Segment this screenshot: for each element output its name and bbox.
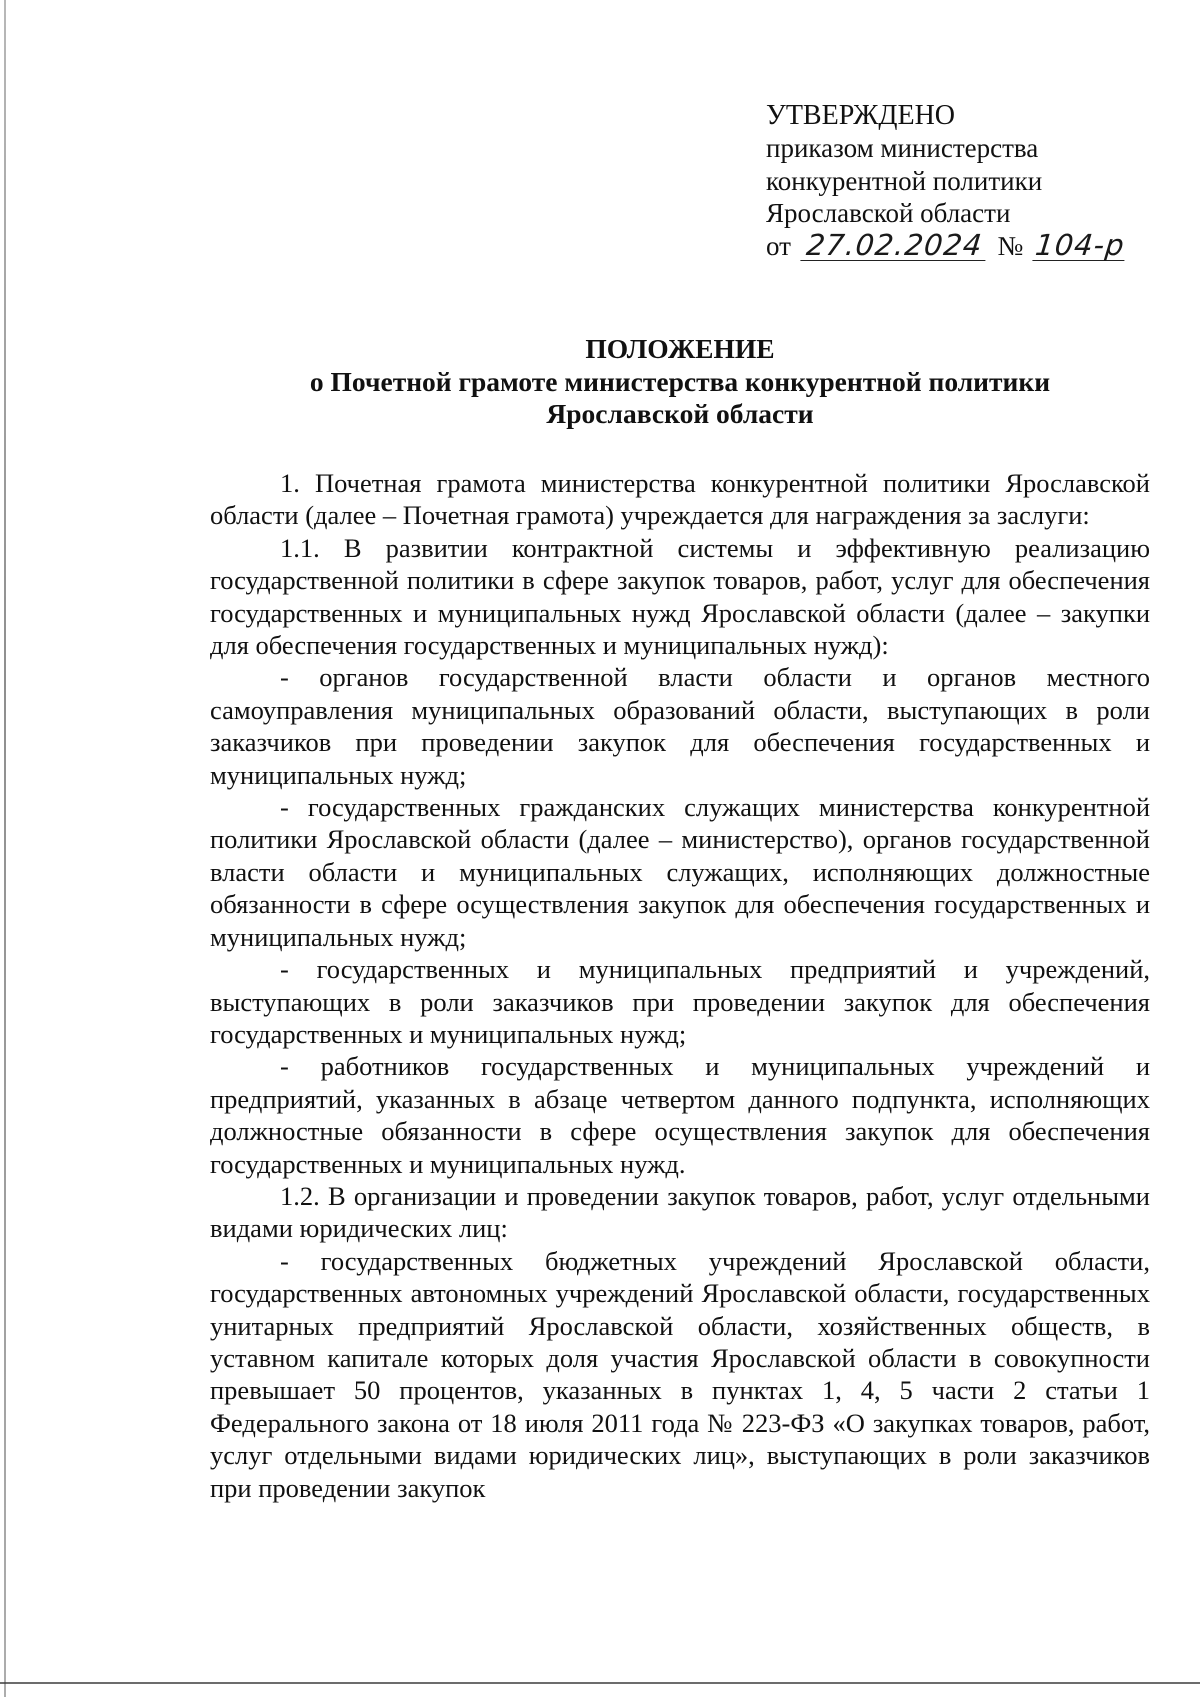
approval-line-3: Ярославской области bbox=[766, 198, 1011, 229]
document-body bbox=[210, 467, 1150, 1504]
list-item-enterprises: - государственных и муниципальных предприятий и учреждений, выступающих в роли заказчиков при проведении закупок для обеспечения государственных и муниципальных нужд; bbox=[210, 954, 1150, 1049]
paragraph-1-1: 1.1. В развитии контрактной системы и эффективную реализацию государственной политики в сфере закупок товаров, работ, услуг для обеспечения государственных и муниципальных нужд Ярославской области (далее – закупки для обеспечения государственных и муниципальных нужд): bbox=[210, 532, 1150, 661]
approval-heading: УТВЕРЖДЕНО bbox=[766, 100, 956, 131]
list-item-budget-institutions: - государственных бюджетных учреждений Ярославской области, государственных автономных учреждений Ярославской области, государственных унитарных предприятий Ярославской области, хозяйственных обществ, в уставном капитале которых доля участия Ярославской области в совокупности превышает 50 процентов, указанных в пунктах 1, 4, 5 части 2 статьи 1 Федерального закона от 18 июля 2011 года № 223-ФЗ «О закупках товаров, работ, услуг отдельными видами юридических лиц», выступающих в роли заказчиков при проведении закупок bbox=[210, 1245, 1150, 1503]
handwritten-date: 27.02.2024 bbox=[800, 230, 988, 261]
list-item-civil-servants: - государственных гражданских служащих министерства конкурентной политики Ярославской области (далее – министерство), органов государственной власти области и муниципальных служащих, исполняющих должностные обязанности в сфере осуществления закупок для обеспечения государственных и муниципальных нужд; bbox=[210, 792, 1150, 952]
approval-line-1: приказом министерства bbox=[766, 133, 1039, 164]
approval-stamp-block bbox=[766, 100, 1166, 262]
paragraph-1-2: 1.2. В организации и проведении закупок товаров, работ, услуг отдельными видами юридических лиц: bbox=[210, 1180, 1150, 1244]
paragraph-1: 1. Почетная грамота министерства конкурентной политики Ярославской области (далее – Почетная грамота) учреждается для награждения за заслуги: bbox=[210, 468, 1150, 531]
title-subtitle-2: Ярославской области bbox=[546, 398, 814, 429]
document-title bbox=[210, 333, 1150, 431]
number-label: № bbox=[997, 230, 1024, 261]
list-item-authorities: - органов государственной власти области и органов местного самоуправления муниципальных образований области, выступающих в роли заказчиков при проведении закупок для обеспечения государственных и муниципальных нужд; bbox=[210, 662, 1150, 790]
list-item-employees: - работников государственных и муниципальных учреждений и предприятий, указанных в абзаце четвертом данного подпункта, исполняющих должностные обязанности в сфере осуществления закупок для обеспечения государственных и муниципальных нужд. bbox=[210, 1051, 1150, 1179]
title-subtitle-1: о Почетной грамоте министерства конкурентной политики bbox=[309, 365, 1051, 397]
approval-date-line bbox=[766, 227, 1166, 262]
scan-edge-left bbox=[4, 0, 6, 1697]
handwritten-order-number: 104-р bbox=[1033, 227, 1127, 262]
title-main: ПОЛОЖЕНИЕ bbox=[585, 333, 775, 364]
scan-edge-bottom bbox=[0, 1682, 1200, 1684]
approval-line-2: конкурентной политики bbox=[766, 165, 1043, 196]
from-label: от bbox=[766, 230, 791, 261]
